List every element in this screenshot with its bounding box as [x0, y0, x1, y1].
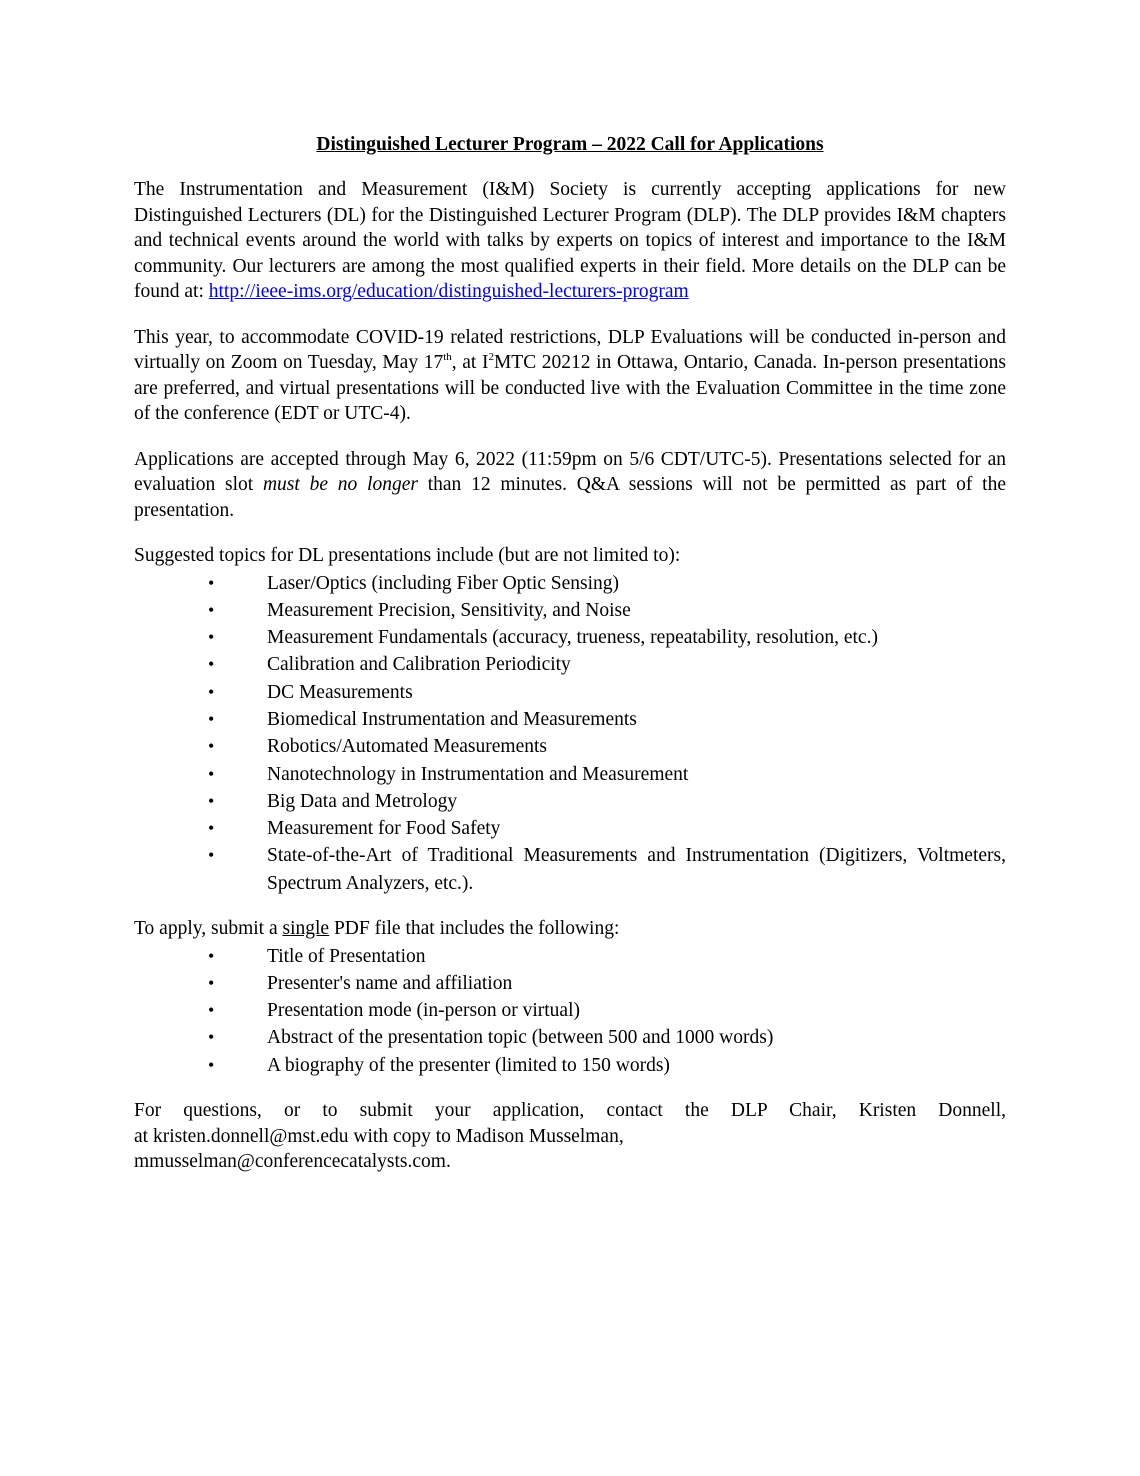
topic-item-text: State-of-the-Art of Traditional Measurements and Instrumentation (Digitizers, Voltmeters, Spectrum Analyzers, etc.). [267, 845, 1006, 894]
apply-lead [134, 916, 1006, 942]
bullet-icon: • [208, 763, 215, 784]
covid-text-1: This year, to accommodate COVID-19 related restrictions, DLP Evaluations will be conducted in-person and virtually on Zoom on Tuesday, May 17 [134, 326, 1006, 373]
topic-item [134, 815, 1006, 842]
deadline-text-2: than 12 minutes. Q&A sessions will not be permitted as part of the presentation. [134, 474, 1006, 521]
covid-superscript-2: 2 [488, 350, 494, 363]
topic-item-text: Laser/Optics (including Fiber Optic Sensing) [267, 572, 620, 594]
bullet-icon: • [208, 599, 215, 620]
requirement-item [134, 1052, 1006, 1079]
bullet-icon: • [208, 1000, 215, 1021]
bullet-icon: • [208, 627, 215, 648]
topic-item-text: Measurement for Food Safety [267, 818, 501, 840]
topic-item-text: Measurement Precision, Sensitivity, and Noise [267, 599, 631, 621]
topic-item [134, 651, 1006, 678]
bullet-icon: • [208, 681, 215, 702]
topic-item [134, 706, 1006, 733]
requirement-item [134, 943, 1006, 970]
bullet-icon: • [208, 790, 215, 811]
topics-list [134, 570, 1006, 898]
deadline-text-1: Applications are accepted through May 6, 2022 (11:59pm on 5/6 CDT/UTC-5). Presentations selected for an evaluation slot [134, 448, 1006, 495]
requirement-item-text: A biography of the presenter (limited to 150 words) [267, 1054, 670, 1076]
requirement-item [134, 997, 1006, 1024]
topic-item [134, 570, 1006, 597]
requirement-item-text: Presenter's name and affiliation [267, 972, 513, 994]
topic-item-text: Calibration and Calibration Periodicity [267, 654, 571, 676]
requirement-item [134, 1024, 1006, 1051]
covid-text-3: MTC 20212 in Ottawa, Ontario, Canada. In-person presentations are preferred, and virtual presentations will be conducted live with the Evaluation Committee in the time zone of the conference (EDT or UTC-4). [134, 352, 1006, 424]
contact-paragraph [134, 1098, 1006, 1175]
topic-item-text: DC Measurements [267, 681, 413, 703]
topic-item [134, 679, 1006, 706]
topic-item [134, 842, 1006, 897]
topic-item-text: Robotics/Automated Measurements [267, 736, 547, 758]
apply-lead-text-1: To apply, submit a [134, 918, 283, 940]
topic-item-text: Big Data and Metrology [267, 790, 458, 812]
topic-item-text: Nanotechnology in Instrumentation and Measurement [267, 763, 689, 785]
bullet-icon: • [208, 1054, 215, 1075]
contact-line-3: mmusselman@conferencecatalysts.com. [134, 1151, 451, 1173]
bullet-icon: • [208, 945, 215, 966]
requirement-item-text: Abstract of the presentation topic (between 500 and 1000 words) [267, 1027, 774, 1049]
bullet-icon: • [208, 818, 215, 839]
bullet-icon: • [208, 1027, 215, 1048]
apply-lead-underlined: single [282, 918, 330, 940]
covid-text-2: , at I [451, 352, 489, 373]
requirement-item-text: Title of Presentation [267, 945, 426, 967]
topic-item-text: Measurement Fundamentals (accuracy, trueness, repeatability, resolution, etc.) [267, 627, 878, 649]
contact-line-1: For questions, or to submit your application, contact the DLP Chair, Kristen Donnell, [134, 1100, 1006, 1122]
bullet-icon: • [208, 572, 215, 593]
topic-item-text: Biomedical Instrumentation and Measurements [267, 708, 637, 730]
deadline-paragraph [134, 447, 1006, 524]
topic-item [134, 597, 1006, 624]
document-title: Distinguished Lecturer Program – 2022 Call for Applications [316, 134, 824, 155]
intro-paragraph [134, 177, 1006, 305]
topics-lead: Suggested topics for DL presentations include (but are not limited to): [134, 545, 681, 566]
bullet-icon: • [208, 654, 215, 675]
intro-text: The Instrumentation and Measurement (I&M) Society is currently accepting applications for new Distinguished Lecturers (DL) for the Distinguished Lecturer Program (DLP). The DLP provides I&M chapters and technical events around the world with talks by experts on topics of interest and importance to the I&M community. Our lecturers are among the most qualified experts in their field. More details on the DLP can be found at: [134, 179, 1006, 302]
bullet-icon: • [208, 708, 215, 729]
requirement-item-text: Presentation mode (in-person or virtual) [267, 1000, 580, 1022]
topic-item [134, 761, 1006, 788]
requirement-item [134, 970, 1006, 997]
covid-superscript-th: th [443, 350, 452, 363]
dlp-link[interactable]: http://ieee-ims.org/education/distinguished-lecturers-program [208, 281, 689, 302]
document-page [134, 132, 1006, 1175]
apply-requirements-list [134, 943, 1006, 1079]
topic-item [134, 733, 1006, 760]
bullet-icon: • [208, 845, 215, 866]
topic-item [134, 788, 1006, 815]
apply-lead-text-2: PDF file that includes the following: [329, 918, 620, 940]
covid-paragraph [134, 325, 1006, 427]
deadline-emphasis: must be no longer [262, 474, 418, 495]
contact-line-2: at kristen.donnell@mst.edu with copy to Madison Musselman, [134, 1125, 624, 1147]
bullet-icon: • [208, 736, 215, 757]
bullet-icon: • [208, 972, 215, 993]
topic-item [134, 624, 1006, 651]
